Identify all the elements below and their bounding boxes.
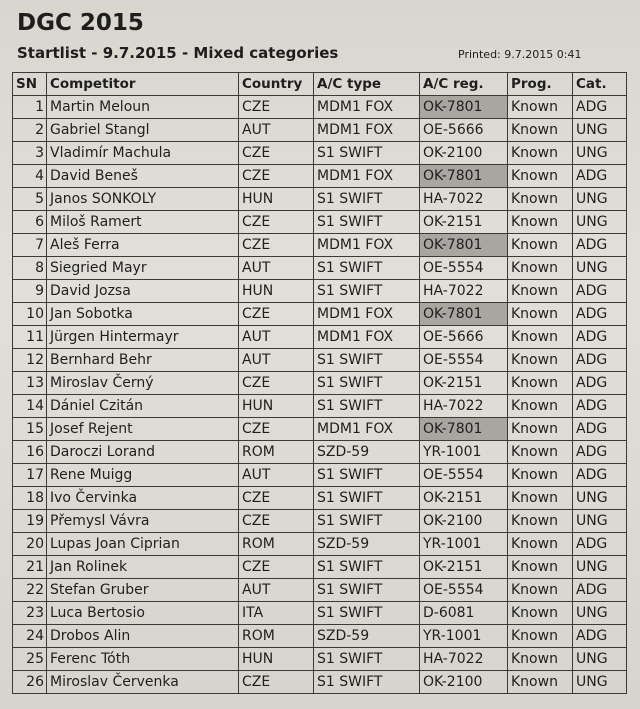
column-header-sn: SN xyxy=(13,73,47,96)
table-row xyxy=(13,510,627,533)
sn-cell: 1 xyxy=(13,96,47,119)
sn-cell: 10 xyxy=(13,303,47,326)
prog-cell: Known xyxy=(508,119,573,142)
category-cell: UNG xyxy=(573,602,627,625)
ac-type-cell: S1 SWIFT xyxy=(314,257,420,280)
category-cell: ADG xyxy=(573,418,627,441)
table-row xyxy=(13,464,627,487)
prog-cell: Known xyxy=(508,648,573,671)
ac-type-cell: S1 SWIFT xyxy=(314,510,420,533)
sn-cell: 24 xyxy=(13,625,47,648)
category-cell: UNG xyxy=(573,188,627,211)
ac-reg-cell: OK-2100 xyxy=(420,671,508,694)
country-cell: ROM xyxy=(239,625,314,648)
ac-reg-cell: OK-7801 xyxy=(420,234,508,257)
category-cell: ADG xyxy=(573,579,627,602)
sn-cell: 18 xyxy=(13,487,47,510)
prog-cell: Known xyxy=(508,234,573,257)
prog-cell: Known xyxy=(508,510,573,533)
competitor-cell: Josef Rejent xyxy=(47,418,239,441)
table-row xyxy=(13,96,627,119)
ac-type-cell: MDM1 FOX xyxy=(314,418,420,441)
country-cell: CZE xyxy=(239,487,314,510)
ac-type-cell: MDM1 FOX xyxy=(314,303,420,326)
ac-reg-cell: OK-7801 xyxy=(420,303,508,326)
table-row xyxy=(13,280,627,303)
sn-cell: 3 xyxy=(13,142,47,165)
ac-reg-cell: OE-5554 xyxy=(420,257,508,280)
ac-type-cell: S1 SWIFT xyxy=(314,372,420,395)
table-row xyxy=(13,165,627,188)
ac-reg-cell: D-6081 xyxy=(420,602,508,625)
prog-cell: Known xyxy=(508,326,573,349)
column-header-ac-type: A/C type xyxy=(314,73,420,96)
table-row xyxy=(13,188,627,211)
table-row xyxy=(13,211,627,234)
competitor-cell: Aleš Ferra xyxy=(47,234,239,257)
category-cell: UNG xyxy=(573,487,627,510)
ac-type-cell: SZD-59 xyxy=(314,625,420,648)
ac-type-cell: S1 SWIFT xyxy=(314,487,420,510)
competitor-cell: Daroczi Lorand xyxy=(47,441,239,464)
ac-reg-cell: HA-7022 xyxy=(420,188,508,211)
competitor-cell: Siegried Mayr xyxy=(47,257,239,280)
table-row xyxy=(13,533,627,556)
prog-cell: Known xyxy=(508,349,573,372)
ac-reg-cell: OK-2151 xyxy=(420,372,508,395)
ac-reg-cell: OK-2151 xyxy=(420,211,508,234)
ac-type-cell: S1 SWIFT xyxy=(314,602,420,625)
country-cell: CZE xyxy=(239,211,314,234)
competitor-cell: Stefan Gruber xyxy=(47,579,239,602)
country-cell: HUN xyxy=(239,648,314,671)
table-row xyxy=(13,648,627,671)
sn-cell: 13 xyxy=(13,372,47,395)
table-row xyxy=(13,395,627,418)
country-cell: AUT xyxy=(239,349,314,372)
country-cell: HUN xyxy=(239,395,314,418)
ac-type-cell: S1 SWIFT xyxy=(314,211,420,234)
category-cell: UNG xyxy=(573,510,627,533)
sn-cell: 26 xyxy=(13,671,47,694)
country-cell: AUT xyxy=(239,326,314,349)
ac-type-cell: S1 SWIFT xyxy=(314,142,420,165)
sn-cell: 5 xyxy=(13,188,47,211)
prog-cell: Known xyxy=(508,464,573,487)
ac-type-cell: S1 SWIFT xyxy=(314,556,420,579)
competitor-cell: Ferenc Tóth xyxy=(47,648,239,671)
category-cell: ADG xyxy=(573,395,627,418)
competitor-cell: Martin Meloun xyxy=(47,96,239,119)
column-header-cat: Cat. xyxy=(573,73,627,96)
competitor-cell: Přemysl Vávra xyxy=(47,510,239,533)
table-header-row xyxy=(13,73,627,96)
table-body xyxy=(13,96,627,694)
table-row xyxy=(13,234,627,257)
sn-cell: 12 xyxy=(13,349,47,372)
startlist-table xyxy=(12,72,627,694)
category-cell: ADG xyxy=(573,303,627,326)
country-cell: CZE xyxy=(239,234,314,257)
column-header-ac-reg: A/C reg. xyxy=(420,73,508,96)
prog-cell: Known xyxy=(508,671,573,694)
sn-cell: 15 xyxy=(13,418,47,441)
ac-reg-cell: YR-1001 xyxy=(420,625,508,648)
ac-reg-cell: OE-5666 xyxy=(420,326,508,349)
country-cell: AUT xyxy=(239,257,314,280)
ac-type-cell: MDM1 FOX xyxy=(314,234,420,257)
country-cell: CZE xyxy=(239,372,314,395)
competitor-cell: Miroslav Černý xyxy=(47,372,239,395)
category-cell: ADG xyxy=(573,326,627,349)
category-cell: ADG xyxy=(573,372,627,395)
ac-reg-cell: OE-5554 xyxy=(420,349,508,372)
ac-type-cell: S1 SWIFT xyxy=(314,280,420,303)
table-row xyxy=(13,441,627,464)
table-row xyxy=(13,625,627,648)
page-subtitle: Startlist - 9.7.2015 - Mixed categories xyxy=(17,44,339,62)
category-cell: UNG xyxy=(573,142,627,165)
country-cell: CZE xyxy=(239,165,314,188)
category-cell: UNG xyxy=(573,211,627,234)
category-cell: ADG xyxy=(573,234,627,257)
competitor-cell: Jan Rolinek xyxy=(47,556,239,579)
ac-reg-cell: OE-5666 xyxy=(420,119,508,142)
category-cell: ADG xyxy=(573,96,627,119)
ac-type-cell: MDM1 FOX xyxy=(314,119,420,142)
country-cell: AUT xyxy=(239,119,314,142)
sn-cell: 7 xyxy=(13,234,47,257)
competitor-cell: Luca Bertosio xyxy=(47,602,239,625)
ac-type-cell: S1 SWIFT xyxy=(314,395,420,418)
country-cell: ROM xyxy=(239,533,314,556)
prog-cell: Known xyxy=(508,280,573,303)
ac-type-cell: MDM1 FOX xyxy=(314,96,420,119)
printed-timestamp: Printed: 9.7.2015 0:41 xyxy=(458,48,582,61)
table-row xyxy=(13,602,627,625)
table-row xyxy=(13,556,627,579)
prog-cell: Known xyxy=(508,441,573,464)
country-cell: AUT xyxy=(239,579,314,602)
country-cell: CZE xyxy=(239,556,314,579)
ac-type-cell: SZD-59 xyxy=(314,533,420,556)
competitor-cell: Jan Sobotka xyxy=(47,303,239,326)
competitor-cell: Gabriel Stangl xyxy=(47,119,239,142)
sn-cell: 11 xyxy=(13,326,47,349)
country-cell: ROM xyxy=(239,441,314,464)
competitor-cell: Miroslav Červenka xyxy=(47,671,239,694)
table-row xyxy=(13,257,627,280)
sn-cell: 2 xyxy=(13,119,47,142)
table-row xyxy=(13,418,627,441)
category-cell: UNG xyxy=(573,648,627,671)
country-cell: ITA xyxy=(239,602,314,625)
competitor-cell: Rene Muigg xyxy=(47,464,239,487)
table-row xyxy=(13,671,627,694)
category-cell: ADG xyxy=(573,464,627,487)
category-cell: ADG xyxy=(573,441,627,464)
country-cell: CZE xyxy=(239,510,314,533)
category-cell: UNG xyxy=(573,556,627,579)
ac-type-cell: MDM1 FOX xyxy=(314,326,420,349)
sn-cell: 16 xyxy=(13,441,47,464)
ac-reg-cell: OK-7801 xyxy=(420,418,508,441)
prog-cell: Known xyxy=(508,487,573,510)
ac-reg-cell: HA-7022 xyxy=(420,280,508,303)
country-cell: HUN xyxy=(239,280,314,303)
ac-reg-cell: OK-2151 xyxy=(420,487,508,510)
ac-reg-cell: OK-2100 xyxy=(420,510,508,533)
sn-cell: 23 xyxy=(13,602,47,625)
ac-reg-cell: OE-5554 xyxy=(420,464,508,487)
competitor-cell: Dániel Czitán xyxy=(47,395,239,418)
competitor-cell: Jürgen Hintermayr xyxy=(47,326,239,349)
table-row xyxy=(13,142,627,165)
ac-type-cell: S1 SWIFT xyxy=(314,579,420,602)
prog-cell: Known xyxy=(508,579,573,602)
ac-type-cell: SZD-59 xyxy=(314,441,420,464)
sn-cell: 4 xyxy=(13,165,47,188)
column-header-country: Country xyxy=(239,73,314,96)
table-row xyxy=(13,579,627,602)
sn-cell: 9 xyxy=(13,280,47,303)
category-cell: UNG xyxy=(573,257,627,280)
sn-cell: 6 xyxy=(13,211,47,234)
ac-reg-cell: OK-7801 xyxy=(420,165,508,188)
table-row xyxy=(13,119,627,142)
category-cell: ADG xyxy=(573,533,627,556)
ac-reg-cell: HA-7022 xyxy=(420,395,508,418)
prog-cell: Known xyxy=(508,96,573,119)
ac-type-cell: S1 SWIFT xyxy=(314,349,420,372)
prog-cell: Known xyxy=(508,418,573,441)
ac-type-cell: S1 SWIFT xyxy=(314,648,420,671)
country-cell: CZE xyxy=(239,418,314,441)
ac-reg-cell: OK-2151 xyxy=(420,556,508,579)
sn-cell: 14 xyxy=(13,395,47,418)
sn-cell: 8 xyxy=(13,257,47,280)
ac-type-cell: MDM1 FOX xyxy=(314,165,420,188)
country-cell: CZE xyxy=(239,142,314,165)
ac-reg-cell: OK-2100 xyxy=(420,142,508,165)
category-cell: ADG xyxy=(573,280,627,303)
category-cell: ADG xyxy=(573,165,627,188)
prog-cell: Known xyxy=(508,372,573,395)
table-row xyxy=(13,372,627,395)
prog-cell: Known xyxy=(508,165,573,188)
ac-reg-cell: YR-1001 xyxy=(420,441,508,464)
ac-type-cell: S1 SWIFT xyxy=(314,188,420,211)
sn-cell: 17 xyxy=(13,464,47,487)
category-cell: UNG xyxy=(573,671,627,694)
ac-reg-cell: OK-7801 xyxy=(420,96,508,119)
sn-cell: 21 xyxy=(13,556,47,579)
country-cell: AUT xyxy=(239,464,314,487)
sn-cell: 22 xyxy=(13,579,47,602)
category-cell: ADG xyxy=(573,349,627,372)
page-title: DGC 2015 xyxy=(17,10,144,36)
ac-reg-cell: HA-7022 xyxy=(420,648,508,671)
prog-cell: Known xyxy=(508,625,573,648)
competitor-cell: Miloš Ramert xyxy=(47,211,239,234)
prog-cell: Known xyxy=(508,211,573,234)
competitor-cell: Bernhard Behr xyxy=(47,349,239,372)
prog-cell: Known xyxy=(508,556,573,579)
prog-cell: Known xyxy=(508,602,573,625)
ac-reg-cell: YR-1001 xyxy=(420,533,508,556)
competitor-cell: David Beneš xyxy=(47,165,239,188)
country-cell: CZE xyxy=(239,96,314,119)
competitor-cell: Ivo Červinka xyxy=(47,487,239,510)
sn-cell: 25 xyxy=(13,648,47,671)
sn-cell: 20 xyxy=(13,533,47,556)
competitor-cell: Drobos Alin xyxy=(47,625,239,648)
competitor-cell: David Jozsa xyxy=(47,280,239,303)
category-cell: UNG xyxy=(573,119,627,142)
table-row xyxy=(13,487,627,510)
ac-reg-cell: OE-5554 xyxy=(420,579,508,602)
prog-cell: Known xyxy=(508,142,573,165)
prog-cell: Known xyxy=(508,533,573,556)
prog-cell: Known xyxy=(508,303,573,326)
table-row xyxy=(13,303,627,326)
table-row xyxy=(13,349,627,372)
country-cell: HUN xyxy=(239,188,314,211)
prog-cell: Known xyxy=(508,188,573,211)
competitor-cell: Janos SONKOLY xyxy=(47,188,239,211)
column-header-competitor: Competitor xyxy=(47,73,239,96)
ac-type-cell: S1 SWIFT xyxy=(314,671,420,694)
competitor-cell: Vladimír Machula xyxy=(47,142,239,165)
sn-cell: 19 xyxy=(13,510,47,533)
competitor-cell: Lupas Joan Ciprian xyxy=(47,533,239,556)
table-row xyxy=(13,326,627,349)
country-cell: CZE xyxy=(239,303,314,326)
category-cell: ADG xyxy=(573,625,627,648)
prog-cell: Known xyxy=(508,395,573,418)
ac-type-cell: S1 SWIFT xyxy=(314,464,420,487)
column-header-prog: Prog. xyxy=(508,73,573,96)
prog-cell: Known xyxy=(508,257,573,280)
country-cell: CZE xyxy=(239,671,314,694)
